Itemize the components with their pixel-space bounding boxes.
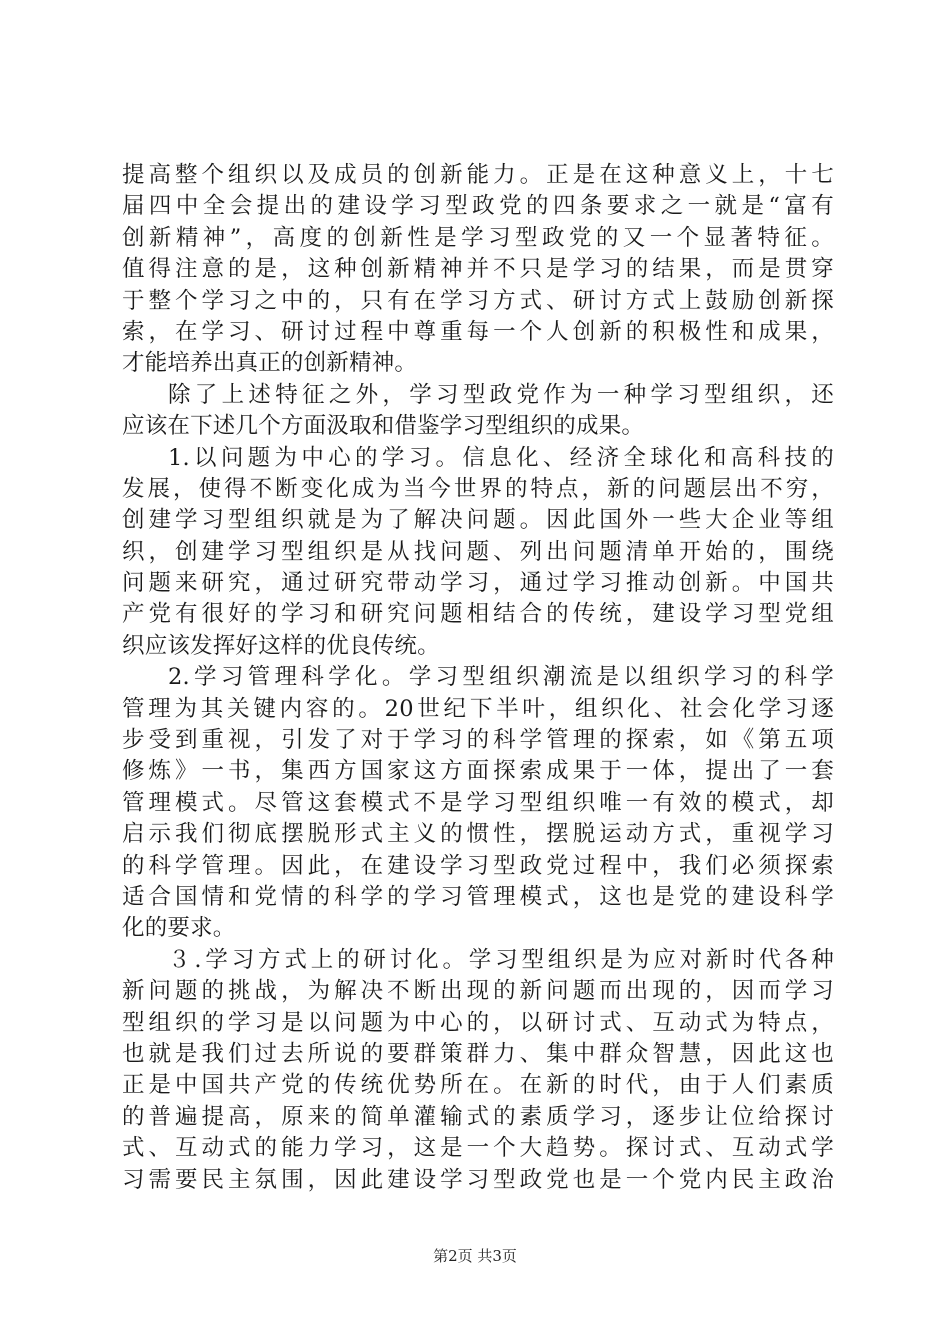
text-line: 织应该发挥好这样的优良传统。 (122, 632, 440, 659)
text-line: 创建学习型组织就是为了解决问题。因此国外一些大企业等组 (122, 507, 834, 534)
text-line: 提高整个组织以及成员的创新能力。正是在这种意义上，十七 (122, 162, 834, 188)
text-line: 于整个学习之中的，只有在学习方式、研讨方式上鼓励创新探 (122, 287, 834, 314)
text-line: 织，创建学习型组织是从找问题、列出问题清单开始的，围绕 (122, 538, 834, 565)
text-line: 值得注意的是，这种创新精神并不只是学习的结果，而是贯穿 (122, 256, 834, 283)
text-line: 创新精神”，高度的创新性是学习型政党的又一个显著特征。 (122, 224, 834, 251)
text-line: 正是中国共产党的传统优势所在。在新的时代，由于人们素质 (122, 1072, 834, 1099)
text-line: 适合国情和党情的科学的学习管理模式，这也是党的建设科学 (122, 883, 834, 910)
text-line: 型组织的学习是以问题为中心的，以研讨式、互动式为特点， (122, 1009, 834, 1036)
text-line: 应该在下述几个方面汲取和借鉴学习型组织的成果。 (122, 413, 645, 440)
text-line: 问题来研究，通过研究带动学习，通过学习推动创新。中国共 (122, 570, 834, 597)
text-line: 的科学管理。因此，在建设学习型政党过程中，我们必须探索 (122, 852, 834, 879)
text-line: ３.学习方式上的研讨化。学习型组织是为应对新时代各种 (168, 946, 834, 973)
text-line: 索，在学习、研讨过程中尊重每一个人创新的积极性和成果， (122, 318, 834, 345)
text-line: 的普遍提高，原来的简单灌输式的素质学习，逐步让位给探讨 (122, 1103, 834, 1130)
text-line: 启示我们彻底摆脱形式主义的惯性，摆脱运动方式，重视学习 (122, 821, 834, 848)
text-line: 新问题的挑战，为解决不断出现的新问题而出现的，因而学习 (122, 978, 834, 1005)
text-line: 习需要民主氛围，因此建设学习型政党也是一个党内民主政治 (122, 1166, 834, 1193)
text-line: 产党有很好的学习和研究问题相结合的传统，建设学习型党组 (122, 601, 834, 628)
text-line: 化的要求。 (122, 915, 236, 942)
page-number-footer: 第2页 共3页 (433, 1247, 517, 1265)
body-text (122, 160, 834, 1196)
text-line: 也就是我们过去所说的要群策群力、集中群众智慧，因此这也 (122, 1040, 834, 1067)
text-line: 发展，使得不断变化成为当今世界的特点，新的问题层出不穷， (122, 475, 834, 502)
text-line: 管理为其关键内容的。20世纪下半叶，组织化、社会化学习逐 (122, 695, 834, 722)
text-line: 除了上述特征之外，学习型政党作为一种学习型组织，还 (168, 381, 834, 408)
text-line: 修炼》一书，集西方国家这方面探索成果于一体，提出了一套 (122, 758, 834, 785)
text-line: 才能培养出真正的创新精神。 (122, 350, 418, 377)
text-line: 届四中全会提出的建设学习型政党的四条要求之一就是“富有 (122, 193, 834, 220)
text-line: 2.学习管理科学化。学习型组织潮流是以组织学习的科学 (168, 664, 834, 691)
text-line: 管理模式。尽管这套模式不是学习型组织唯一有效的模式，却 (122, 789, 834, 816)
text-line: 步受到重视，引发了对于学习的科学管理的探索，如《第五项 (122, 727, 834, 754)
text-line: 1.以问题为中心的学习。信息化、经济全球化和高科技的 (168, 444, 834, 471)
text-line: 式、互动式的能力学习，这是一个大趋势。探讨式、互动式学 (122, 1135, 834, 1162)
